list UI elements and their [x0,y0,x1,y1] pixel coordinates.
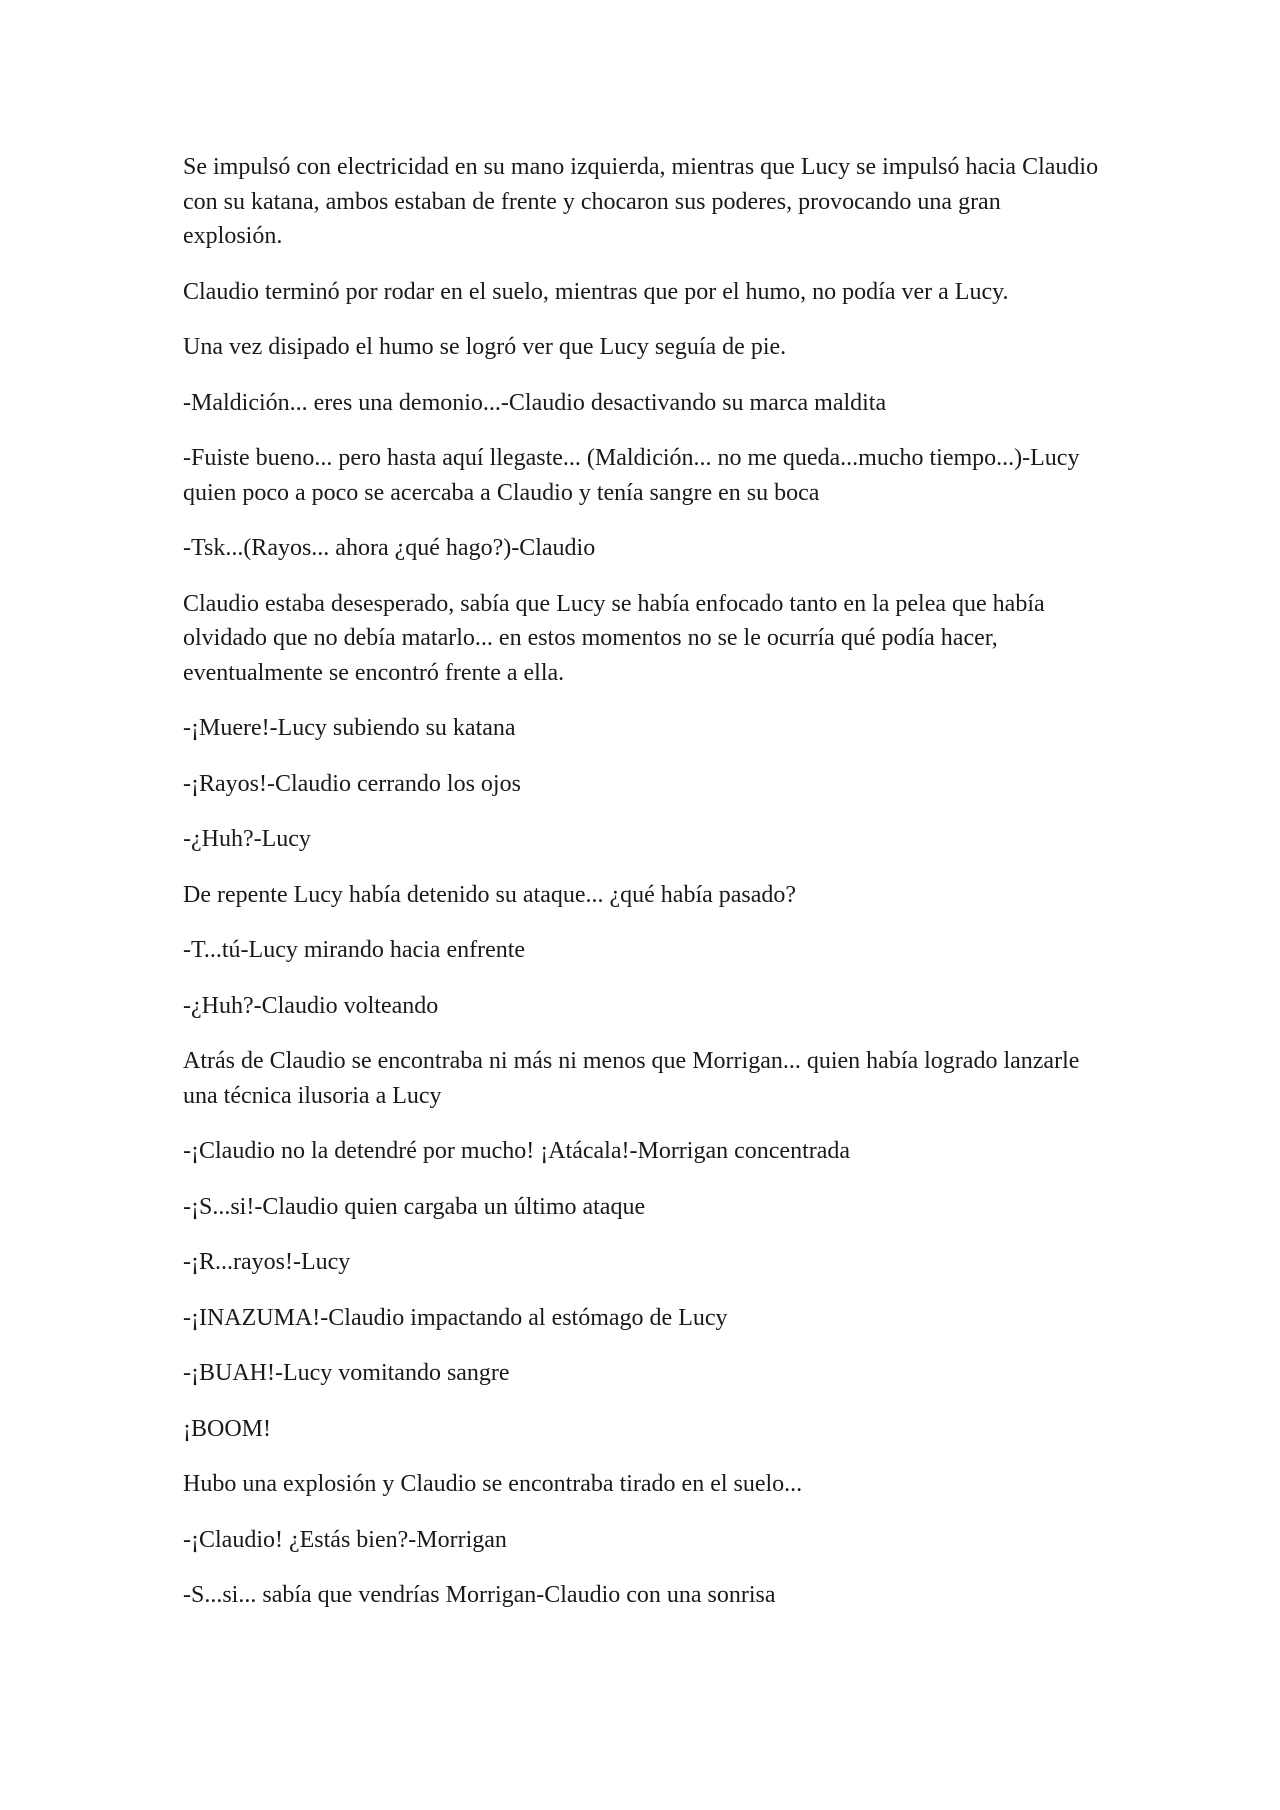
paragraph-1: Se impulsó con electricidad en su mano izquierda, mientras que Lucy se impulsó hacia Claudio con su katana, ambos estaban de frente y chocaron sus poderes, provocando una gran explosión. [183,154,1099,249]
paragraph-20: ¡BOOM! [183,1415,271,1442]
paragraph-22: -¡Claudio! ¿Estás bien?-Morrigan [183,1526,507,1553]
paragraph-13: -¿Huh?-Claudio volteando [183,992,439,1019]
paragraph-16: -¡S...si!-Claudio quien cargaba un último ataque [183,1193,646,1220]
paragraph-5: -Fuiste bueno... pero hasta aquí llegaste... (Maldición... no me queda...mucho tiempo...)-Lucy quien poco a poco se acercaba a Claudio y tenía sangre en su boca [183,445,1080,506]
paragraph-10: -¿Huh?-Lucy [183,826,311,852]
paragraph-3: Una vez disipado el humo se logró ver que Lucy seguía de pie. [183,334,787,360]
paragraph-11: De repente Lucy había detenido su ataque... ¿qué había pasado? [183,881,797,908]
paragraph-12: -T...tú-Lucy mirando hacia enfrente [183,937,526,963]
paragraph-18: -¡INAZUMA!-Claudio impactando al estómago de Lucy [183,1304,728,1331]
paragraph-21: Hubo una explosión y Claudio se encontraba tirado en el suelo... [183,1471,803,1497]
document-body [183,150,1103,1634]
paragraph-14: Atrás de Claudio se encontraba ni más ni menos que Morrigan... quien había logrado lanzarle una técnica ilusoria a Lucy [183,1048,1080,1109]
paragraph-2: Claudio terminó por rodar en el suelo, mientras que por el humo, no podía ver a Lucy. [183,278,1009,305]
paragraph-23: -S...si... sabía que vendrías Morrigan-Claudio con una sonrisa [183,1582,776,1608]
paragraph-9: -¡Rayos!-Claudio cerrando los ojos [183,770,521,797]
paragraph-7: Claudio estaba desesperado, sabía que Lucy se había enfocado tanto en la pelea que había olvidado que no debía matarlo... en estos momentos no se le ocurría qué podía hacer, eventualmente se encontró frente a ella. [183,590,1045,686]
paragraph-4: -Maldición... eres una demonio...-Claudio desactivando su marca maldita [183,389,887,416]
paragraph-15: -¡Claudio no la detendré por mucho! ¡Atácala!-Morrigan concentrada [183,1138,851,1164]
paragraph-19: -¡BUAH!-Lucy vomitando sangre [183,1360,510,1386]
paragraph-8: -¡Muere!-Lucy subiendo su katana [183,715,516,741]
paragraph-17: -¡R...rayos!-Lucy [183,1249,351,1275]
paragraph-6: -Tsk...(Rayos... ahora ¿qué hago?)-Claudio [183,535,596,561]
